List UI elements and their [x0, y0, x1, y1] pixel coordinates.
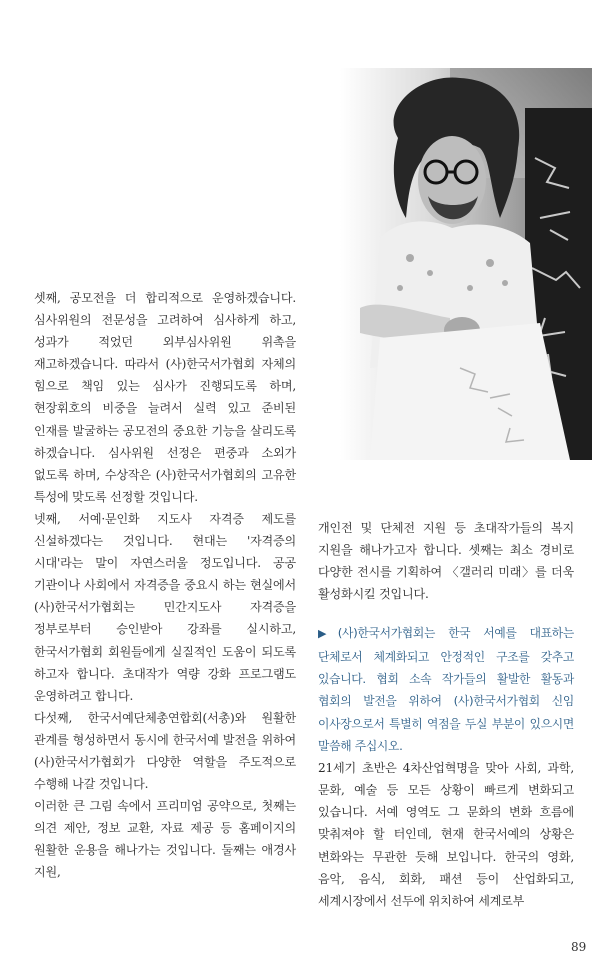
triangle-marker-icon: ▶ — [318, 627, 336, 641]
paragraph-fourth-pledge: 넷째, 서예·문인화 지도사 자격증 제도를 신설하겠다는 것입니다. 현대는 '자격증의 시대'라는 말이 자연스러울 정도입니다. 공공 기관이나 사회에서 자격증을 중요시 하는 현실에서 (사)한국서가협회는 민간지도사 자격증을 정부로부터 승인받아 강좌를 실시하고, 한국서가협회 회원들에게 실질적인 도움이 되도록 하고자 합니다. 초대작가 역량 강화 프로그램도 운영하려고 합니다. — [34, 511, 296, 703]
paragraph-third-pledge: 셋째, 공모전을 더 합리적으로 운영하겠습니다. 심사위원의 전문성을 고려하여 심사하게 하고, 성과가 적었던 외부심사위원 위촉을 재고하겠습니다. 따라서 (사)한국서가협회 자체의 힘으로 책임 있는 심사가 진행되도록 하며, 현장휘호의 비중을 늘려서 실력 있고 준비된 인재를 발굴하는 공모전의 중요한 기능을 살리도록 하겠습니다. 심사위원 선정은 편중과 소외가 없도록 하며, 수상작은 (사)한국서가협회의 고유한 특성에 맞도록 선정할 것입니다. — [34, 291, 296, 504]
question-text: (사)한국서가협회는 한국 서예를 대표하는 단체로서 체계화되고 안정적인 구조를 갖추고 있습니다. 협회 소속 작가들의 활발한 활동과 협회의 발전을 위하여 (사)한국서가협회 신임 이사장으로서 특별히 역점을 두실 부분이 있으시면 말씀해 주십시오. — [318, 626, 574, 753]
page-number: 89 — [571, 940, 587, 954]
right-text-column — [318, 517, 574, 912]
paragraph-answer: 21세기 초반은 4차산업혁명을 맞아 사회, 과학, 문화, 예술 등 모든 상황이 빠르게 변화되고 있습니다. 서예 영역도 그 문화의 변화 흐름에 맞춰져야 할 터인데, 현재 한국서예의 상황은 변화와는 무관한 듯해 보입니다. 한국의 영화, 음악, 음식, 회화, 패션 등이 산업화되고, 세계시장에서 선두에 위치하여 세계로부 — [318, 761, 574, 908]
interview-question — [318, 622, 574, 757]
paragraph-fifth-pledge: 다섯째, 한국서예단체총연합회(서총)와 원활한 관계를 형성하면서 동시에 한국서예 발전을 위하여 (사)한국서가협회가 다양한 역할을 주도적으로 수행해 나갈 것입니다. — [34, 710, 296, 792]
paragraph-continuation: 개인전 및 단체전 지원 등 초대작가들의 복지 지원을 해나가고자 합니다. 셋째는 최소 경비로 다양한 전시를 기획하여 〈갤러리 미래〉를 더욱 활성화시킬 것입니다. — [318, 521, 574, 602]
left-text-column — [34, 287, 296, 884]
portrait-photo — [340, 68, 592, 460]
paragraph-premium-pledge: 이러한 큰 그림 속에서 프리미엄 공약으로, 첫째는 의견 제안, 정보 교환, 자료 제공 등 홈페이지의 원활한 운용을 해나가는 것입니다. 둘째는 애경사 지원, — [34, 799, 296, 880]
